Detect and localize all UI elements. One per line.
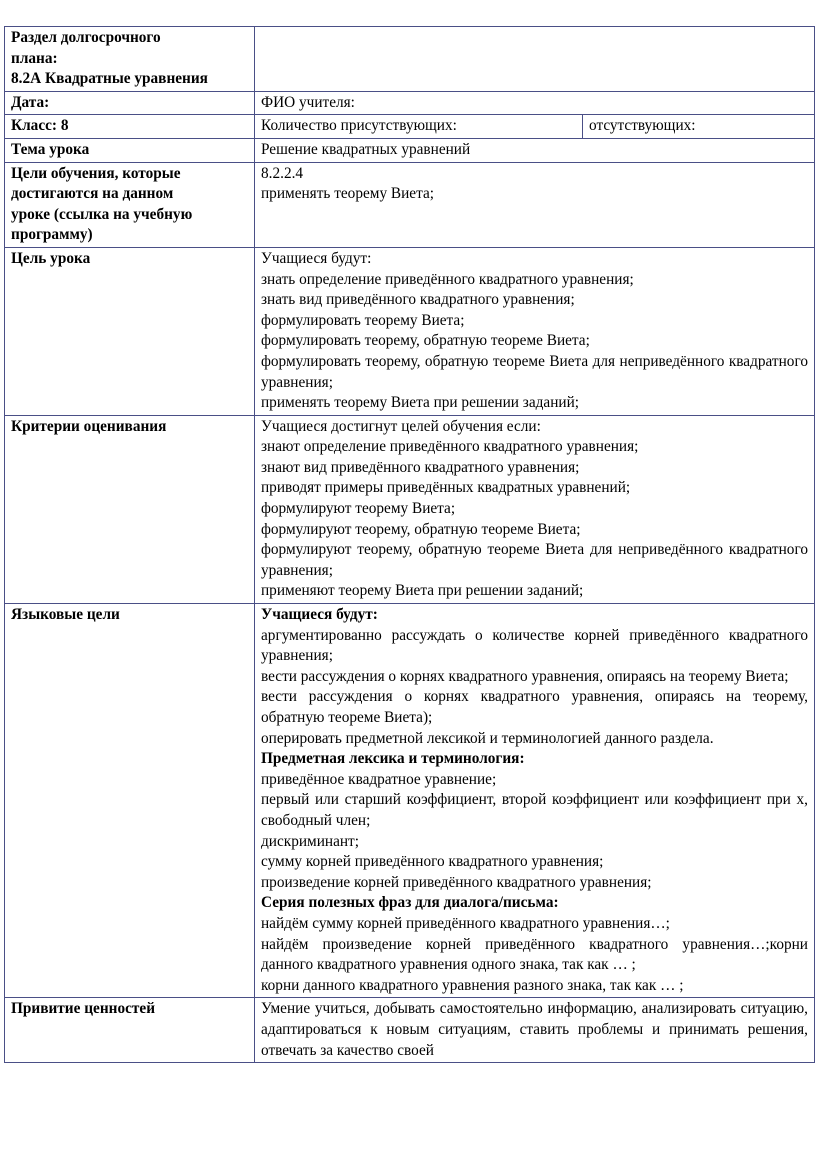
phrase-line: найдём сумму корней приведённого квадратного уравнения…; xyxy=(261,914,670,932)
row-language-goals xyxy=(5,604,815,998)
language-line: оперировать предметной лексикой и терминологией данного раздела. xyxy=(261,729,714,747)
goal-line: формулировать теорему, обратную теореме Виета для неприведённого квадратного уравнения; xyxy=(261,352,808,391)
objective-text: применять теорему Виета; xyxy=(261,185,435,203)
row-lesson-goal xyxy=(5,247,815,415)
objectives-label xyxy=(5,162,255,247)
goal-line: применять теорему Виета при решении заданий; xyxy=(261,394,580,412)
criteria-line: формулируют теорему Виета; xyxy=(261,500,456,518)
values-label: Привитие ценностей xyxy=(5,998,255,1063)
section-label-line: Раздел долгосрочного xyxy=(11,29,161,46)
objectives-label-line: уроке (ссылка на учебную xyxy=(11,205,193,223)
objectives-label-line: Цели обучения, которые xyxy=(11,164,181,182)
language-goals-label: Языковые цели xyxy=(5,604,255,998)
row-objectives xyxy=(5,162,815,247)
values-text: Умение учиться, добывать самостоятельно информацию, анализировать ситуацию, адаптироваться к новым ситуациям, ставить проблемы и принимать решения, отвечать за качество своей xyxy=(255,998,815,1063)
language-heading: Учащиеся будут: xyxy=(261,606,378,624)
criteria-line: знают вид приведённого квадратного уравнения; xyxy=(261,458,580,476)
criteria-line: формулируют теорему, обратную теореме Виета для неприведённого квадратного уравнения; xyxy=(261,541,808,579)
phrase-line: найдём произведение корней приведённого квадратного уравнения…;корни данного квадратного уравнения одного знака, так как … ; xyxy=(261,935,808,974)
date-label: Дата: xyxy=(5,91,255,115)
criteria-line: знают определение приведённого квадратного уравнения; xyxy=(261,438,639,456)
vocabulary-line: первый или старший коэффициент, второй коэффициент или коэффициент при x, свободный член; xyxy=(261,791,808,829)
criteria-line: применяют теорему Виета при решении заданий; xyxy=(261,582,584,600)
goal-line: формулировать теорему, обратную теореме Виета; xyxy=(261,332,590,350)
goal-line: знать вид приведённого квадратного уравнения; xyxy=(261,291,575,309)
row-grade xyxy=(5,115,815,139)
section-label-line: плана: xyxy=(11,49,58,67)
topic-label: Тема урока xyxy=(5,138,255,162)
row-criteria xyxy=(5,415,815,603)
row-values xyxy=(5,998,815,1063)
goal-line: Учащиеся будут: xyxy=(261,249,372,267)
vocabulary-line: приведённое квадратное уравнение; xyxy=(261,770,497,788)
objective-code: 8.2.2.4 xyxy=(261,164,304,182)
criteria-label: Критерии оценивания xyxy=(5,415,255,603)
row-section xyxy=(5,27,815,92)
lesson-plan-table xyxy=(4,26,815,1063)
teacher-name-field: ФИО учителя: xyxy=(255,91,815,115)
vocabulary-line: сумму корней приведённого квадратного уравнения; xyxy=(261,853,604,871)
phrase-line: корни данного квадратного уравнения разного знака, так как … ; xyxy=(261,976,684,994)
vocabulary-line: дискриминант; xyxy=(261,832,359,850)
objectives-label-line: программу) xyxy=(11,226,93,244)
section-value xyxy=(255,27,815,92)
language-goals-value xyxy=(255,604,815,998)
language-line: аргументированно рассуждать о количестве корней приведённого квадратного уравнения; xyxy=(261,626,808,665)
vocabulary-line: произведение корней приведённого квадратного уравнения; xyxy=(261,873,652,891)
criteria-line: формулируют теорему, обратную теореме Виета; xyxy=(261,520,581,538)
phrases-heading: Серия полезных фраз для диалога/письма: xyxy=(261,894,559,912)
objectives-value xyxy=(255,162,815,247)
goal-line: знать определение приведённого квадратного уравнения; xyxy=(261,270,634,288)
topic-value: Решение квадратных уравнений xyxy=(255,138,815,162)
row-topic xyxy=(5,138,815,162)
language-line: вести рассуждения о корнях квадратного уравнения, опираясь на теорему, обратную теореме Виета); xyxy=(261,688,808,726)
row-date xyxy=(5,91,815,115)
section-label-line: 8.2А Квадратные уравнения xyxy=(11,70,208,88)
present-count-field: Количество присутствующих: xyxy=(255,115,583,139)
section-label xyxy=(5,27,255,92)
criteria-line: приводят примеры приведённых квадратных уравнений; xyxy=(261,479,631,497)
language-line: вести рассуждения о корнях квадратного уравнения, опираясь на теорему Виета; xyxy=(261,667,789,685)
vocabulary-heading: Предметная лексика и терминология: xyxy=(261,750,525,768)
criteria-value xyxy=(255,415,815,603)
goal-line: формулировать теорему Виета; xyxy=(261,311,465,329)
lesson-goal-label: Цель урока xyxy=(5,247,255,415)
lesson-goal-value xyxy=(255,247,815,415)
objectives-label-line: достигаются на данном xyxy=(11,185,174,203)
criteria-line: Учащиеся достигнут целей обучения если: xyxy=(261,417,541,435)
grade-label: Класс: 8 xyxy=(5,115,255,139)
absent-count-field: отсутствующих: xyxy=(583,115,815,139)
